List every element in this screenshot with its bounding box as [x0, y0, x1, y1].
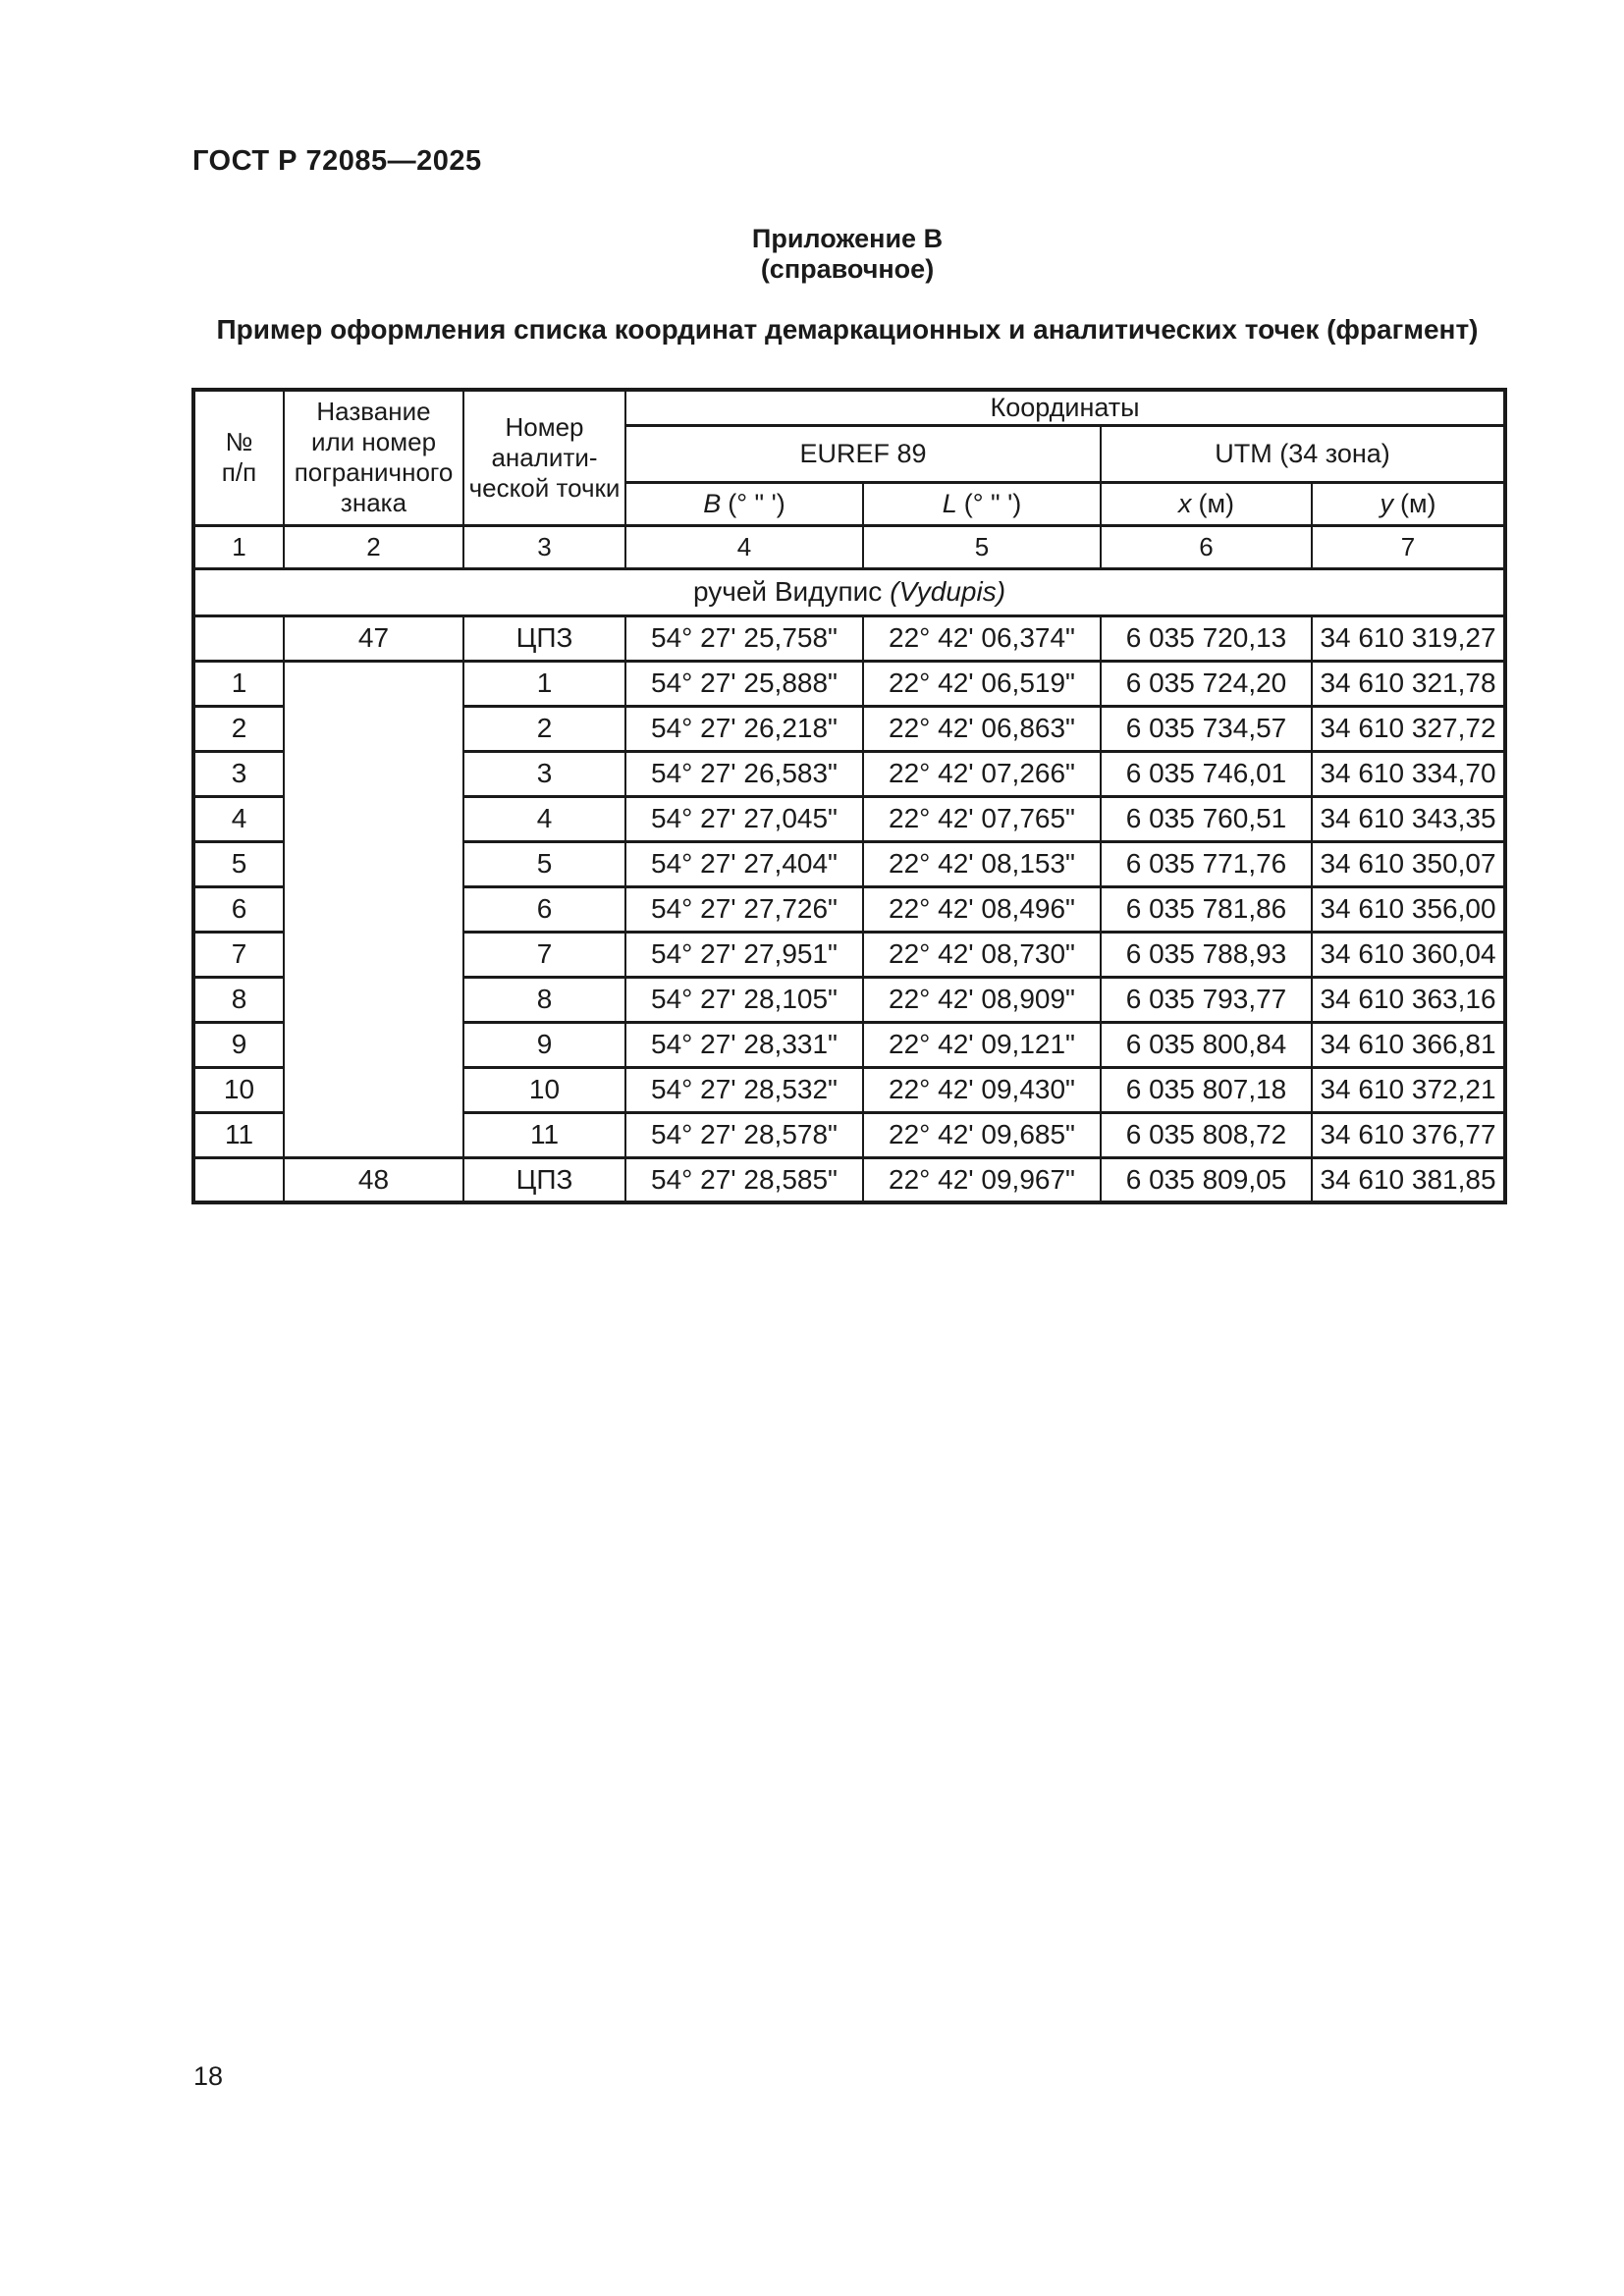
analytic-point-cell: 5 [463, 841, 625, 886]
y-coordinate-cell: 34 610 334,70 [1312, 751, 1505, 796]
l-coordinate-cell: 22° 42' 09,967" [863, 1157, 1101, 1202]
l-coordinate-cell: 22° 42' 08,730" [863, 932, 1101, 977]
header-num-line: п/п [221, 457, 257, 488]
header-cell-b [625, 482, 863, 525]
header-cell-coordinates: Координаты [625, 390, 1505, 425]
x-coordinate-cell: 6 035 793,77 [1101, 977, 1312, 1022]
b-coordinate-cell: 54° 27' 26,583" [625, 751, 863, 796]
boundary-sign-merged-cell [284, 661, 463, 1157]
analytic-point-cell: ЦПЗ [463, 1157, 625, 1202]
header-cell-utm: UTM (34 зона) [1101, 425, 1505, 482]
analytic-point-cell: ЦПЗ [463, 615, 625, 661]
section-name: ручей Видупис [692, 576, 883, 607]
header-name-line: пограничного [294, 457, 454, 488]
x-symbol: x [1177, 488, 1192, 518]
header-point-line: ческой точки [468, 472, 621, 503]
analytic-point-cell: 6 [463, 886, 625, 932]
row-number-cell: 4 [193, 796, 284, 841]
b-coordinate-cell: 54° 27' 28,331" [625, 1022, 863, 1067]
header-cell-x [1101, 482, 1312, 525]
section-cell [193, 568, 1505, 615]
boundary-sign-cell: 48 [284, 1157, 463, 1202]
row-number-cell [193, 615, 284, 661]
row-number-cell: 8 [193, 977, 284, 1022]
column-number-cell: 4 [625, 525, 863, 568]
header-cell-point [463, 390, 625, 525]
header-cell-name [284, 390, 463, 525]
table-title: Пример оформления списка координат демаркационных и аналитических точек (фрагмент) [216, 314, 1479, 345]
appendix-heading [191, 224, 1503, 285]
boundary-sign-cell: 47 [284, 615, 463, 661]
x-coordinate-cell: 6 035 788,93 [1101, 932, 1312, 977]
analytic-point-cell: 3 [463, 751, 625, 796]
x-coordinate-cell: 6 035 746,01 [1101, 751, 1312, 796]
column-number-cell: 6 [1101, 525, 1312, 568]
l-coordinate-cell: 22° 42' 06,863" [863, 706, 1101, 751]
appendix-kind: (справочное) [760, 254, 935, 284]
x-coordinate-cell: 6 035 809,05 [1101, 1157, 1312, 1202]
x-coordinate-cell: 6 035 760,51 [1101, 796, 1312, 841]
row-number-cell: 11 [193, 1112, 284, 1157]
page-number: 18 [193, 2061, 224, 2091]
analytic-point-cell: 4 [463, 796, 625, 841]
header-name-line: Название [316, 397, 431, 427]
l-coordinate-cell: 22° 42' 09,121" [863, 1022, 1101, 1067]
header-cell-num [193, 390, 284, 525]
l-coordinate-cell: 22° 42' 06,519" [863, 661, 1101, 706]
y-coordinate-cell: 34 610 360,04 [1312, 932, 1505, 977]
analytic-point-cell: 8 [463, 977, 625, 1022]
b-coordinate-cell: 54° 27' 25,888" [625, 661, 863, 706]
header-num-line: № [225, 427, 253, 457]
row-number-cell: 9 [193, 1022, 284, 1067]
coordinates-table [191, 388, 1507, 1204]
doc-code: ГОСТ Р 72085—2025 [192, 145, 482, 177]
row-number-cell: 1 [193, 661, 284, 706]
x-coordinate-cell: 6 035 720,13 [1101, 615, 1312, 661]
analytic-point-cell: 7 [463, 932, 625, 977]
column-number-cell: 1 [193, 525, 284, 568]
appendix-label: Приложение В [751, 224, 944, 253]
y-coordinate-cell: 34 610 319,27 [1312, 615, 1505, 661]
row-number-cell: 7 [193, 932, 284, 977]
header-cell-l [863, 482, 1101, 525]
b-symbol: B [703, 488, 722, 518]
row-number-cell: 3 [193, 751, 284, 796]
b-coordinate-cell: 54° 27' 28,532" [625, 1067, 863, 1112]
analytic-point-cell: 9 [463, 1022, 625, 1067]
l-coordinate-cell: 22° 42' 06,374" [863, 615, 1101, 661]
column-number-cell: 3 [463, 525, 625, 568]
row-number-cell: 6 [193, 886, 284, 932]
table-row [193, 1157, 1505, 1202]
y-coordinate-cell: 34 610 363,16 [1312, 977, 1505, 1022]
y-coordinate-cell: 34 610 381,85 [1312, 1157, 1505, 1202]
x-coordinate-cell: 6 035 771,76 [1101, 841, 1312, 886]
header-cell-y [1312, 482, 1505, 525]
y-symbol: y [1380, 488, 1393, 518]
analytic-point-cell: 1 [463, 661, 625, 706]
b-coordinate-cell: 54° 27' 28,585" [625, 1157, 863, 1202]
y-unit: (м) [1400, 488, 1436, 518]
b-coordinate-cell: 54° 27' 28,105" [625, 977, 863, 1022]
x-coordinate-cell: 6 035 724,20 [1101, 661, 1312, 706]
l-symbol: L [942, 488, 957, 518]
x-coordinate-cell: 6 035 807,18 [1101, 1067, 1312, 1112]
x-unit: (м) [1198, 488, 1235, 518]
x-coordinate-cell: 6 035 781,86 [1101, 886, 1312, 932]
y-coordinate-cell: 34 610 366,81 [1312, 1022, 1505, 1067]
l-coordinate-cell: 22° 42' 09,685" [863, 1112, 1101, 1157]
section-latin-name: (Vydupis) [890, 576, 1006, 607]
b-coordinate-cell: 54° 27' 26,218" [625, 706, 863, 751]
column-numbering-row [193, 525, 1505, 568]
l-coordinate-cell: 22° 42' 08,909" [863, 977, 1101, 1022]
header-name-line: или номер [310, 427, 437, 457]
x-coordinate-cell: 6 035 808,72 [1101, 1112, 1312, 1157]
b-coordinate-cell: 54° 27' 28,578" [625, 1112, 863, 1157]
analytic-point-cell: 10 [463, 1067, 625, 1112]
table-row [193, 615, 1505, 661]
y-coordinate-cell: 34 610 350,07 [1312, 841, 1505, 886]
header-cell-euref: EUREF 89 [625, 425, 1101, 482]
row-number-cell: 2 [193, 706, 284, 751]
header-name-line: знака [340, 488, 407, 518]
row-number-cell: 5 [193, 841, 284, 886]
header-point-line: Номер [505, 411, 584, 442]
column-number-cell: 2 [284, 525, 463, 568]
l-coordinate-cell: 22° 42' 08,496" [863, 886, 1101, 932]
y-coordinate-cell: 34 610 356,00 [1312, 886, 1505, 932]
y-coordinate-cell: 34 610 327,72 [1312, 706, 1505, 751]
analytic-point-cell: 2 [463, 706, 625, 751]
b-coordinate-cell: 54° 27' 27,045" [625, 796, 863, 841]
b-coordinate-cell: 54° 27' 25,758" [625, 615, 863, 661]
column-number-cell: 5 [863, 525, 1101, 568]
row-number-cell [193, 1157, 284, 1202]
section-row [193, 568, 1505, 615]
header-row-groups [193, 390, 1505, 425]
l-coordinate-cell: 22° 42' 09,430" [863, 1067, 1101, 1112]
l-unit: (° " ') [963, 488, 1022, 518]
b-coordinate-cell: 54° 27' 27,726" [625, 886, 863, 932]
y-coordinate-cell: 34 610 343,35 [1312, 796, 1505, 841]
y-coordinate-cell: 34 610 321,78 [1312, 661, 1505, 706]
y-coordinate-cell: 34 610 376,77 [1312, 1112, 1505, 1157]
b-coordinate-cell: 54° 27' 27,404" [625, 841, 863, 886]
header-point-line: аналити- [491, 442, 598, 472]
b-coordinate-cell: 54° 27' 27,951" [625, 932, 863, 977]
l-coordinate-cell: 22° 42' 07,765" [863, 796, 1101, 841]
l-coordinate-cell: 22° 42' 08,153" [863, 841, 1101, 886]
x-coordinate-cell: 6 035 734,57 [1101, 706, 1312, 751]
row-number-cell: 10 [193, 1067, 284, 1112]
b-unit: (° " ') [728, 488, 785, 518]
y-coordinate-cell: 34 610 372,21 [1312, 1067, 1505, 1112]
l-coordinate-cell: 22° 42' 07,266" [863, 751, 1101, 796]
table-row [193, 661, 1505, 706]
analytic-point-cell: 11 [463, 1112, 625, 1157]
column-number-cell: 7 [1312, 525, 1505, 568]
x-coordinate-cell: 6 035 800,84 [1101, 1022, 1312, 1067]
